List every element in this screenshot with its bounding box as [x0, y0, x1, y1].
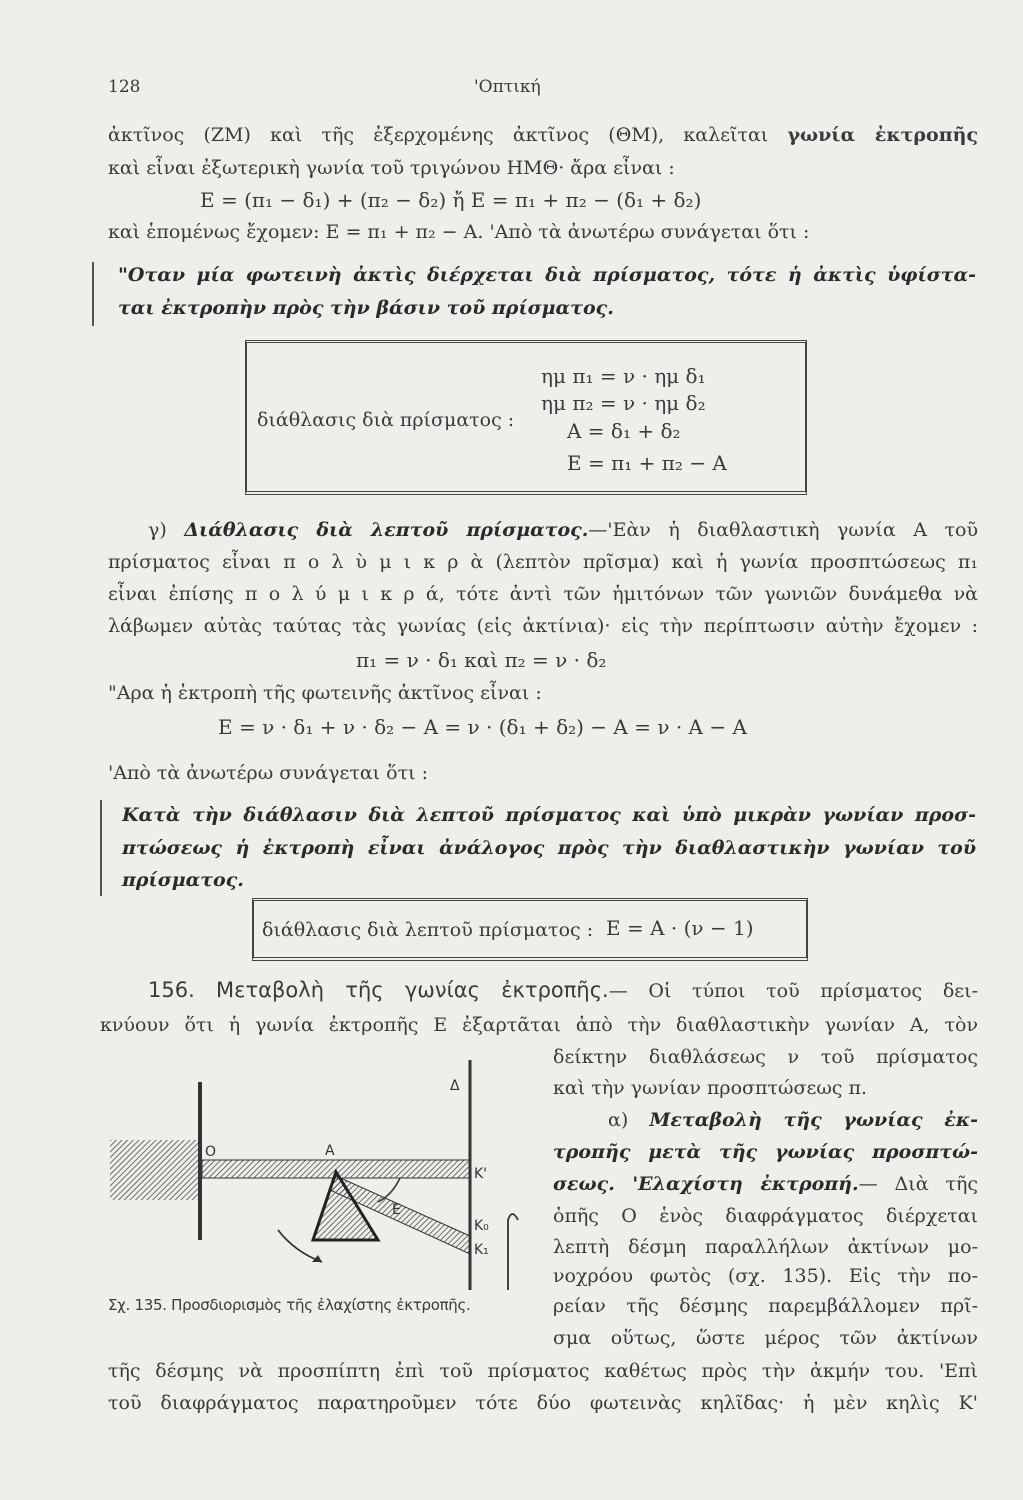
- rule-statement: "Οταν μία φωτεινὴ ἀκτὶς διέρχεται διὰ πρίσματος, τότε ἡ ἀκτὶς ὑφίστα-: [118, 264, 976, 286]
- paragraph-line: πρίσματος εἶναι π ο λ ὺ μ ι κ ρ ὰ (λεπτὸν πρῖσμα) καὶ ἡ γωνία προσπτώσεως π₁: [108, 551, 978, 573]
- paragraph-line: 'Απὸ τὰ ἀνωτέρω συνάγεται ὅτι :: [108, 762, 428, 784]
- running-title: 'Οπτική: [474, 77, 541, 97]
- subsection-title: Διάθλασις διὰ λεπτοῦ πρίσματος.: [184, 519, 589, 541]
- paragraph-line: "Αρα ἡ ἐκτροπὴ τῆς φωτεινῆς ἀκτῖνος εἶναι :: [108, 682, 542, 704]
- subsection-title: Μεταβολὴ τῆς γωνίας ἐκ-: [649, 1109, 978, 1131]
- paragraph-line: λάβωμεν αὐτὰς ταύτας τὰς γωνίας (εἰς ἀκτίνια)· εἰς τὴν περίπτωσιν αὐτὴν ἔχομεν :: [108, 615, 978, 637]
- text: — Οἱ τύποι τοῦ πρίσματος δει-: [608, 980, 978, 1002]
- paragraph-line: νοχρόου φωτὸς (σχ. 135). Εἰς τὴν πο-: [553, 1265, 978, 1287]
- label-o: O: [205, 1144, 217, 1160]
- label-e: E: [392, 1202, 401, 1218]
- label-delta: Δ: [450, 1078, 460, 1094]
- paragraph-line: δείκτην διαθλάσεως ν τοῦ πρίσματος: [553, 1046, 978, 1068]
- paragraph-line: εἶναι ἐπίσης π ο λ ύ μ ι κ ρ ά, τότε ἀντὶ τῶν ἡμιτόνων τῶν γωνιῶν δυνάμεθα νὰ: [108, 583, 978, 605]
- formula-box-label: διάθλασις διὰ λεπτοῦ πρίσματος :: [262, 919, 594, 941]
- subsection-title: τροπῆς μετὰ τῆς γωνίας προσπτώ-: [553, 1141, 978, 1163]
- formula-box-label: διάθλασις διὰ πρίσματος :: [257, 409, 515, 431]
- paragraph-line: καὶ τὴν γωνίαν προσπτώσεως π.: [553, 1077, 868, 1099]
- paragraph-line: λεπτὴ δέσμη παραλλήλων ἀκτίνων μο-: [553, 1236, 978, 1258]
- text: γ): [148, 519, 185, 541]
- label-k-prime: K': [474, 1166, 488, 1182]
- paragraph-line: καὶ ἑπομένως ἔχομεν: Ε = π₁ + π₂ − Α. 'Απὸ τὰ ἀνωτέρω συνάγεται ὅτι :: [108, 221, 810, 243]
- formula: Α = δ₁ + δ₂: [567, 419, 681, 443]
- rule-statement: πρίσματος.: [122, 869, 244, 891]
- spot-motion-arrow: [508, 1214, 518, 1290]
- paragraph-line: σμα οὕτως, ὥστε μέρος τῶν ἀκτίνων: [553, 1327, 978, 1349]
- subsection-title: σεως. 'Ελαχίστη ἐκτροπή.: [553, 1173, 859, 1195]
- formula: Ε = π₁ + π₂ − Α: [567, 451, 727, 475]
- figure-caption: Σχ. 135. Προσδιορισμὸς τῆς ἐλαχίστης ἐκτροπῆς.: [108, 1296, 471, 1314]
- equation: π₁ = ν · δ₁ καὶ π₂ = ν · δ₂: [356, 648, 607, 672]
- text: —'Εὰν ἡ διαθλαστικὴ γωνία Α τοῦ: [588, 519, 978, 541]
- paragraph-line: τῆς δέσμης νὰ προσπίπτη ἐπὶ τοῦ πρίσματος καθέτως πρὸς τὴν ἀκμήν του. 'Επὶ: [108, 1360, 978, 1382]
- paragraph-line: καὶ εἶναι ἐξωτερικὴ γωνία τοῦ τριγώνου ΗΜΘ· ἄρα εἶναι :: [108, 157, 675, 179]
- equation: Ε = ν · δ₁ + ν · δ₂ − Α = ν · (δ₁ + δ₂) − Α = ν · Α − Α: [218, 715, 747, 739]
- label-a: A: [325, 1143, 335, 1159]
- paragraph-line: κνύουν ὅτι ἡ γωνία ἐκτροπῆς Ε ἐξαρτᾶται ἀπὸ τὴν διαθλαστικὴν γωνίαν Α, τὸν: [100, 1014, 978, 1036]
- formula: Ε = Α · (ν − 1): [606, 916, 754, 940]
- paragraph-line: τοῦ διαφράγματος παρατηροῦμεν τότε δύο φωτεινὰς κηλῖδας· ἡ μὲν κηλὶς Κ': [108, 1392, 978, 1414]
- label-k1: K₁: [474, 1242, 489, 1258]
- text: ἀκτῖνος (ΖΜ) καὶ τῆς ἐξερχομένης ἀκτῖνος (ΘΜ), καλεῖται: [108, 124, 788, 146]
- text: — Διὰ τῆς: [858, 1173, 978, 1195]
- label-k0: K₀: [474, 1218, 489, 1234]
- text: α): [608, 1109, 650, 1131]
- incident-beam: [110, 1140, 198, 1200]
- section-title: 156. Μεταβολὴ τῆς γωνίας ἐκτροπῆς.: [148, 978, 609, 1002]
- term-deviation-angle: γωνία ἐκτροπῆς: [787, 124, 978, 146]
- equation: Ε = (π₁ − δ₁) + (π₂ − δ₂) ἤ Ε = π₁ + π₂ − (δ₁ + δ₂): [200, 188, 702, 212]
- rule-statement: πτώσεως ἡ ἐκτροπὴ εἶναι ἀνάλογος πρὸς τὴν διαθλαστικὴν γωνίαν τοῦ: [122, 837, 976, 859]
- formula: ημ π₁ = ν · ημ δ₁: [541, 364, 706, 388]
- page-number: 128: [108, 77, 141, 97]
- paragraph-line: ὀπῆς Ο ἑνὸς διαφράγματος διέρχεται: [553, 1205, 978, 1227]
- rule-statement: ται ἐκτροπὴν πρὸς τὴν βάσιν τοῦ πρίσματος.: [118, 297, 614, 319]
- rule-statement: Κατὰ τὴν διάθλασιν διὰ λεπτοῦ πρίσματος καὶ ὑπὸ μικρὰν γωνίαν προσ-: [122, 804, 976, 826]
- formula: ημ π₂ = ν · ημ δ₂: [541, 391, 706, 415]
- paragraph-line: ρείαν τῆς δέσμης παρεμβάλλομεν πρῖ-: [553, 1295, 978, 1317]
